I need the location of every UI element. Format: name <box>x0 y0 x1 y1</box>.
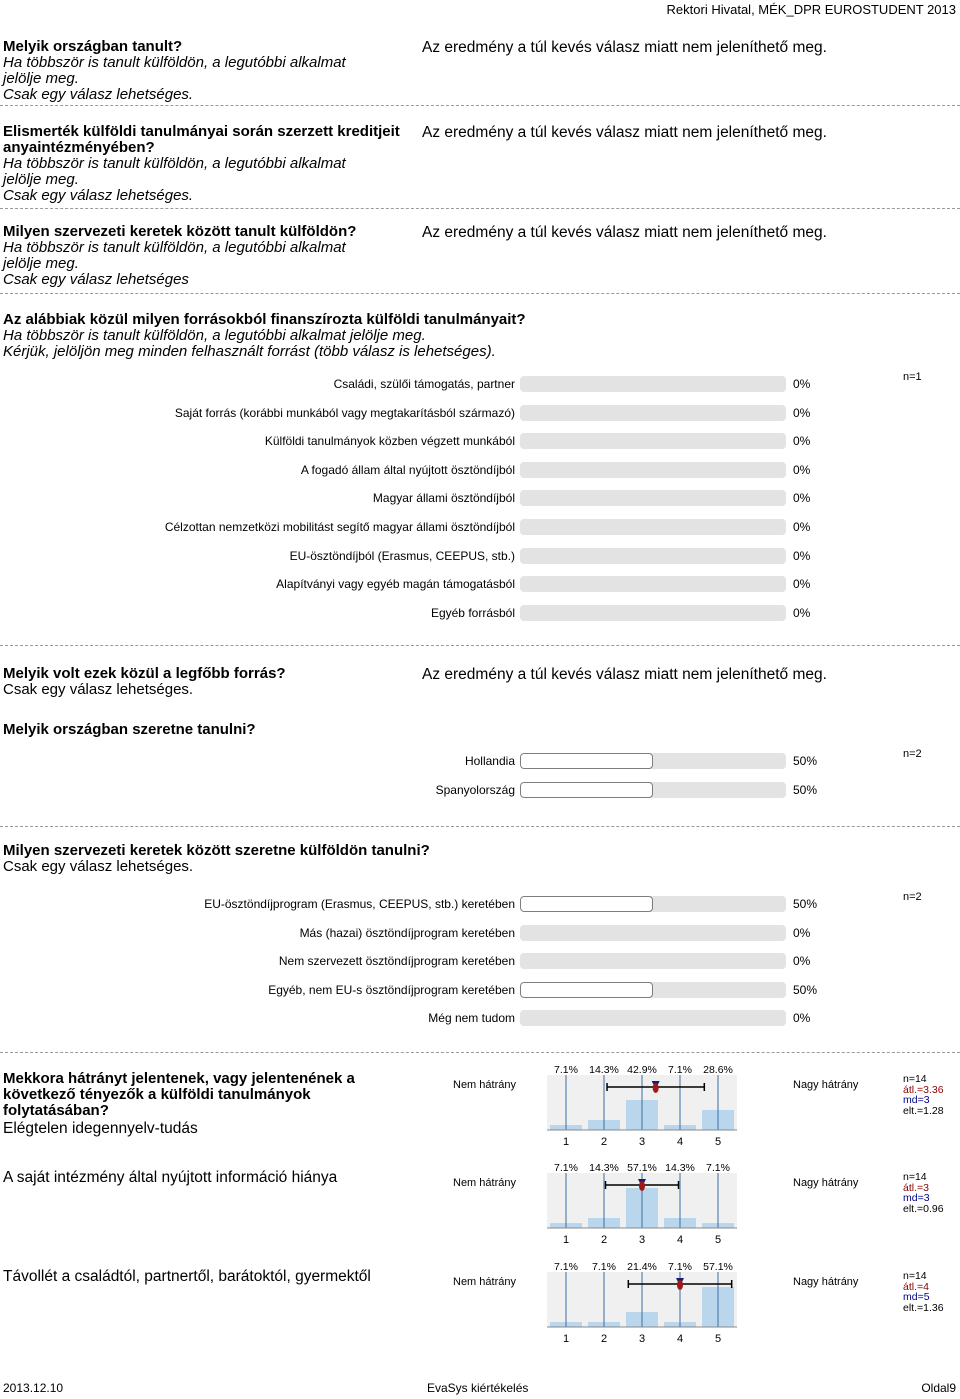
question-funding-sources <box>3 312 943 360</box>
stat-dev: elt.=0.96 <box>903 1202 944 1215</box>
percentage-value: 0% <box>793 377 811 391</box>
bar-label: Még nem tudom <box>428 1011 515 1026</box>
percentage-bar <box>520 490 786 506</box>
statistics-block <box>903 1074 944 1116</box>
histogram-percent-label: 57.1% <box>703 1261 733 1273</box>
question-title: Milyen szervezeti keretek között tanult külföldön? <box>3 223 357 240</box>
question-title: következő tényezők a külföldi tanulmányok <box>3 1086 311 1103</box>
percentage-bar-fill <box>520 782 653 798</box>
scale-tick-label: 4 <box>676 1136 684 1148</box>
percentage-bar-fill <box>520 753 653 769</box>
question-instruction: Kérjük, jelöljön meg minden felhasznált forrást (több válasz is lehetséges). <box>3 343 496 360</box>
scale-tick-label: 1 <box>562 1234 570 1246</box>
percentage-bar <box>520 896 786 912</box>
separator <box>0 645 960 646</box>
scale-tick-label: 2 <box>600 1136 608 1148</box>
stat-avg: átl.=4 <box>903 1280 929 1293</box>
question-instruction: Csak egy válasz lehetséges. <box>3 187 194 204</box>
percentage-bar <box>520 953 786 969</box>
scale-left-label: Nem hátrány <box>453 1276 516 1288</box>
scale-tick-label: 5 <box>714 1136 722 1148</box>
percentage-bar <box>520 753 786 769</box>
histogram-percent-label: 7.1% <box>668 1064 692 1076</box>
bar-label: Spanyolország <box>435 782 515 797</box>
question-org-framework-wish <box>3 843 603 875</box>
percentage-value: 0% <box>793 405 811 420</box>
percentage-bar <box>520 782 786 798</box>
stat-md: md=3 <box>903 1192 930 1204</box>
question-obstacles <box>3 1071 433 1119</box>
question-instruction: Csak egy válasz lehetséges. <box>3 858 194 875</box>
percentage-bar <box>520 376 786 392</box>
bar-label: EU-ösztöndíjból (Erasmus, CEEPUS, stb.) <box>289 548 515 563</box>
scale-tick-label: 3 <box>638 1234 646 1246</box>
scale-tick-label: 2 <box>600 1333 608 1345</box>
percentage-value: 0% <box>793 462 811 477</box>
percentage-value: 0% <box>793 491 811 506</box>
question-instruction: jelölje meg. <box>3 171 79 188</box>
stat-avg: átl.=3 <box>903 1181 929 1194</box>
no-result-message: Az eredmény a túl kevés válasz miatt nem jeleníthető meg. <box>422 224 827 241</box>
histogram-percent-label: 21.4% <box>627 1261 657 1273</box>
response-count: n=2 <box>903 748 922 760</box>
question-title: Mekkora hátrányt jelentenek, vagy jelentenének a <box>3 1070 355 1087</box>
percentage-value: 0% <box>793 520 811 534</box>
likert-histogram <box>535 1161 765 1247</box>
separator <box>0 208 960 209</box>
obstacle-item-label: Elégtelen idegennyelv-tudás <box>3 1120 198 1137</box>
statistics-block <box>903 1271 944 1313</box>
question-instruction: jelölje meg. <box>3 70 79 87</box>
question-title: folytatásában? <box>3 1102 109 1119</box>
scale-tick-label: 2 <box>600 1234 608 1246</box>
question-title: Melyik volt ezek közül a legfőbb forrás? <box>3 665 286 682</box>
scale-tick-label: 4 <box>676 1333 684 1345</box>
percentage-value: 0% <box>793 548 811 563</box>
percentage-bar <box>520 982 786 998</box>
percentage-value: 50% <box>793 782 818 797</box>
histogram-percent-label: 42.9% <box>627 1064 657 1076</box>
separator <box>0 293 960 294</box>
question-title: anyaintézményében? <box>3 139 155 156</box>
statistics-block <box>903 1172 944 1214</box>
question-instruction: Ha többször is tanult külföldön, a legutóbbi alkalmat <box>3 239 346 256</box>
likert-histogram <box>535 1063 765 1149</box>
mean-marker <box>677 1280 683 1290</box>
separator <box>0 826 960 827</box>
percentage-value: 0% <box>793 577 811 592</box>
stat-n: n=14 <box>903 1073 927 1085</box>
histogram-percent-label: 7.1% <box>554 1064 578 1076</box>
scale-tick-label: 5 <box>714 1333 722 1345</box>
response-count: n=1 <box>903 371 922 383</box>
percentage-bar-fill <box>520 982 653 998</box>
bar-label: Alapítványi vagy egyéb magán támogatásból <box>276 577 515 592</box>
scale-right-label: Nagy hátrány <box>793 1177 859 1189</box>
question-instruction: Ha többször is tanult külföldön, a legutóbbi alkalmat <box>3 155 346 172</box>
question-title: Milyen szervezeti keretek között szeretne külföldön tanulni? <box>3 842 430 859</box>
question-credit-recognition <box>3 124 413 204</box>
percentage-value: 50% <box>793 897 818 911</box>
bar-label: Saját forrás (korábbi munkából vagy megtakarításból származó) <box>174 405 515 420</box>
page-header: Rektori Hivatal, MÉK_DPR EUROSTUDENT 2013 <box>666 2 956 17</box>
bar-label: Más (hazai) ösztöndíjprogram keretében <box>299 925 515 940</box>
scale-tick-label: 1 <box>562 1333 570 1345</box>
response-count: n=2 <box>903 891 922 903</box>
question-title: Az alábbiak közül milyen forrásokból finanszírozta külföldi tanulmányait? <box>3 311 526 328</box>
percentage-bar <box>520 576 786 592</box>
bar-label: Hollandia <box>464 754 515 768</box>
percentage-value: 50% <box>793 754 818 768</box>
percentage-value: 0% <box>793 434 811 449</box>
stat-md: md=3 <box>903 1094 930 1106</box>
obstacle-item-label: A saját intézmény által nyújtott információ hiánya <box>3 1169 338 1186</box>
no-result-message: Az eredmény a túl kevés válasz miatt nem jeleníthető meg. <box>422 124 827 141</box>
stat-dev: elt.=1.28 <box>903 1104 944 1117</box>
histogram-percent-label: 7.1% <box>592 1261 616 1273</box>
stat-dev: elt.=1.36 <box>903 1301 944 1314</box>
percentage-value: 0% <box>793 605 811 620</box>
percentage-value: 0% <box>793 925 811 940</box>
histogram-percent-label: 7.1% <box>554 1162 578 1174</box>
likert-histogram <box>535 1260 765 1346</box>
percentage-bar <box>520 433 786 449</box>
obstacle-item-label: Távollét a családtól, partnertől, barátoktól, gyermektől <box>3 1268 371 1285</box>
percentage-bar <box>520 519 786 535</box>
histogram-percent-label: 57.1% <box>627 1162 657 1174</box>
footer-page-number: Oldal9 <box>921 1381 956 1395</box>
percentage-value: 0% <box>793 954 811 969</box>
mean-marker <box>653 1083 659 1093</box>
question-instruction: Csak egy válasz lehetséges. <box>3 86 194 103</box>
bar-label: Egyéb, nem EU-s ösztöndíjprogram keretében <box>268 982 515 997</box>
scale-left-label: Nem hátrány <box>453 1177 516 1189</box>
scale-right-label: Nagy hátrány <box>793 1276 859 1288</box>
mean-marker <box>639 1181 645 1191</box>
histogram-percent-label: 14.3% <box>589 1064 619 1076</box>
bar-label: Magyar állami ösztöndíjból <box>372 491 515 506</box>
scale-left-label: Nem hátrány <box>453 1079 516 1091</box>
bar-label: EU-ösztöndíjprogram (Erasmus, CEEPUS, stb.) keretében <box>204 897 515 911</box>
bar-label: Célzottan nemzetközi mobilitást segítő magyar állami ösztöndíjból <box>164 520 515 534</box>
histogram-percent-label: 28.6% <box>703 1064 733 1076</box>
footer-date: 2013.12.10 <box>3 1381 64 1395</box>
percentage-value: 0% <box>793 1011 811 1026</box>
scale-tick-label: 3 <box>638 1136 646 1148</box>
question-country-wish <box>3 722 413 738</box>
percentage-bar-fill <box>520 896 653 912</box>
stat-md: md=5 <box>903 1291 930 1303</box>
percentage-bar <box>520 405 786 421</box>
question-main-source <box>3 666 413 698</box>
question-org-framework-studied <box>3 224 413 288</box>
histogram-percent-label: 7.1% <box>668 1261 692 1273</box>
bar-label: Nem szervezett ösztöndíjprogram keretében <box>278 954 515 969</box>
stat-n: n=14 <box>903 1270 927 1282</box>
percentage-bar <box>520 1010 786 1026</box>
percentage-bar <box>520 605 786 621</box>
bar-label: Egyéb forrásból <box>430 605 515 620</box>
bar-label: Külföldi tanulmányok közben végzett munkából <box>264 434 515 449</box>
separator <box>0 1052 960 1053</box>
scale-tick-label: 3 <box>638 1333 646 1345</box>
question-instruction: Csak egy válasz lehetséges. <box>3 681 194 698</box>
scale-tick-label: 1 <box>562 1136 570 1148</box>
no-result-message: Az eredmény a túl kevés válasz miatt nem jeleníthető meg. <box>422 39 827 56</box>
question-instruction: jelölje meg. <box>3 255 79 272</box>
separator <box>0 105 960 106</box>
histogram-percent-label: 7.1% <box>554 1261 578 1273</box>
bar-label: Családi, szülői támogatás, partner <box>333 377 515 391</box>
percentage-bar <box>520 548 786 564</box>
question-country-studied <box>3 39 403 103</box>
question-instruction: Ha többször is tanult külföldön, a legutóbbi alkalmat <box>3 54 346 71</box>
percentage-bar <box>520 925 786 941</box>
question-instruction: Ha többször is tanult külföldön, a legutóbbi alkalmat jelölje meg. <box>3 327 426 344</box>
histogram-percent-label: 14.3% <box>665 1162 695 1174</box>
bar-label: A fogadó állam által nyújtott ösztöndíjból <box>300 462 515 477</box>
scale-tick-label: 5 <box>714 1234 722 1246</box>
stat-avg: átl.=3.36 <box>903 1083 944 1096</box>
footer-title: EvaSys kiértékelés <box>427 1381 529 1395</box>
percentage-bar <box>520 462 786 478</box>
percentage-value: 50% <box>793 982 818 997</box>
stat-n: n=14 <box>903 1171 927 1183</box>
question-instruction: Csak egy válasz lehetséges <box>3 271 189 288</box>
question-title: Elismerték külföldi tanulmányai során szerzett kreditjeit <box>3 123 400 140</box>
scale-right-label: Nagy hátrány <box>793 1079 859 1091</box>
question-title: Melyik országban tanult? <box>3 38 183 55</box>
histogram-percent-label: 7.1% <box>706 1162 730 1174</box>
scale-tick-label: 4 <box>676 1234 684 1246</box>
question-title: Melyik országban szeretne tanulni? <box>3 721 256 738</box>
no-result-message: Az eredmény a túl kevés válasz miatt nem jeleníthető meg. <box>422 666 827 683</box>
histogram-percent-label: 14.3% <box>589 1162 619 1174</box>
